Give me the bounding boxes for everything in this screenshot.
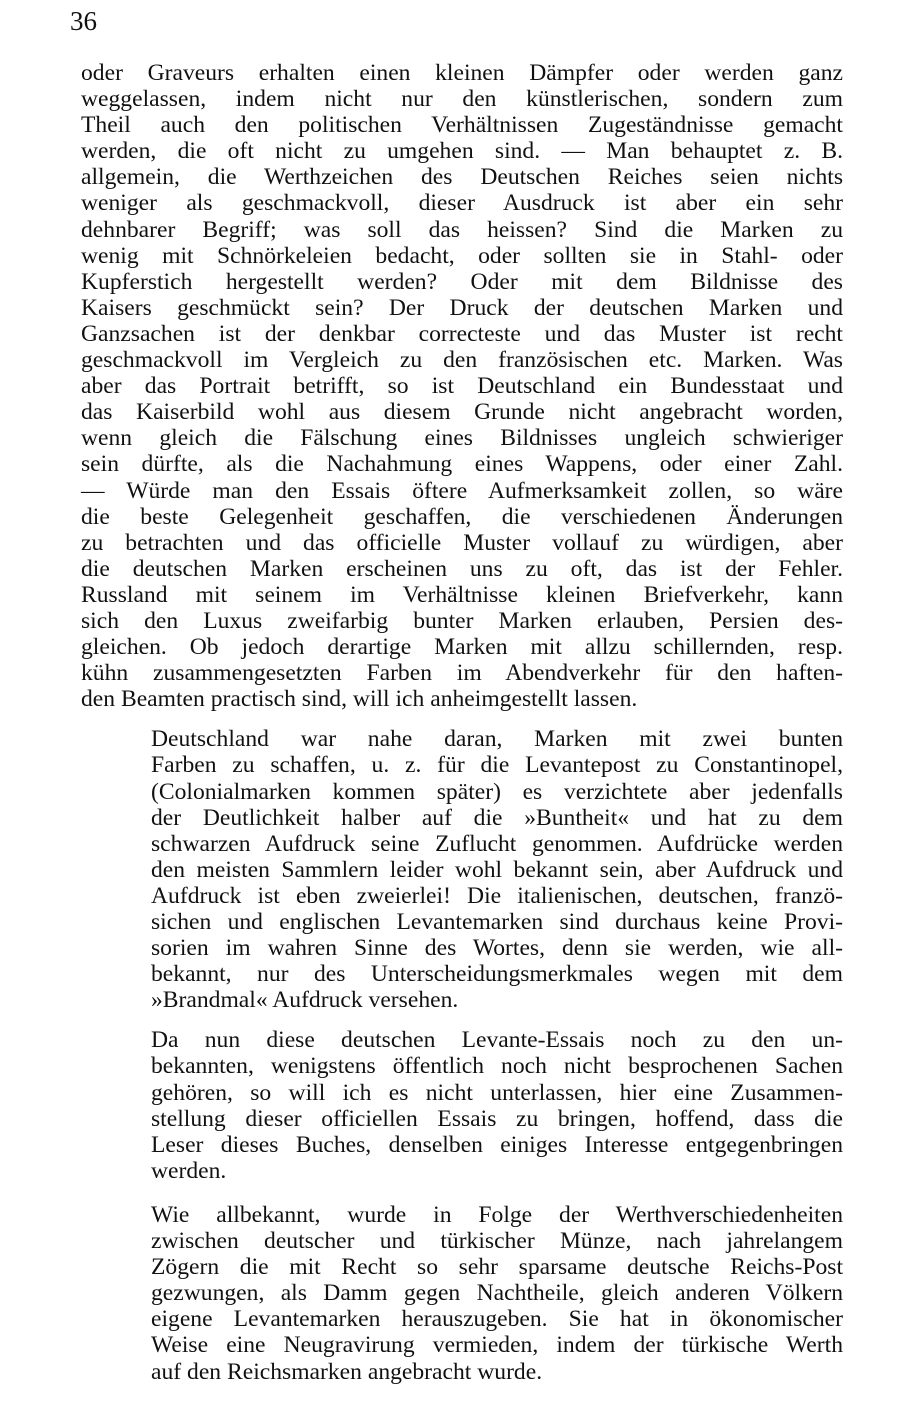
text-line: den meisten Sammlern leider wohl bekannt sein, aber Aufdruck und <box>151 856 843 883</box>
text-line: Zögern die mit Recht so sehr sparsame deutsche Reichs-Post <box>151 1254 843 1281</box>
text-line: die beste Gelegenheit geschaffen, die verschiedenen Änderungen <box>81 503 843 530</box>
text-line: stellung dieser officiellen Essais zu bringen, hoffend, dass die <box>151 1105 843 1132</box>
text-line: oder Graveurs erhalten einen kleinen Dämpfer oder werden ganz <box>81 60 843 86</box>
text-line: wenn gleich die Fälschung eines Bildnisses ungleich schwieriger <box>81 425 843 452</box>
text-line: — Würde man den Essais öftere Aufmerksamkeit zollen, so wäre <box>81 477 843 504</box>
body-text <box>81 60 843 1385</box>
text-line: aber das Portrait betrifft, so ist Deutschland ein Bundesstaat und <box>81 373 843 400</box>
text-line: allgemein, die Werthzeichen des Deutschen Reiches seien nichts <box>81 164 843 191</box>
text-line: werden. <box>151 1157 227 1184</box>
text-line: werden, die oft nicht zu umgehen sind. — Man behauptet z. B. <box>81 138 843 165</box>
text-line: Kupferstich hergestellt werden? Oder mit dem Bildnisse des <box>81 268 843 295</box>
text-line: Weise eine Neugravirung vermieden, indem der türkische Werth <box>151 1332 843 1359</box>
text-line: zu betrachten und das officielle Muster vollauf zu würdigen, aber <box>81 529 843 556</box>
text-line: bekannten, wenigstens öffentlich noch nicht besprochenen Sachen <box>151 1053 843 1080</box>
text-line: der Deutlichkeit halber auf die »Buntheit« und hat zu dem <box>151 804 843 831</box>
text-line: Kaisers geschmückt sein? Der Druck der deutschen Marken und <box>81 294 843 321</box>
text-line: eigene Levantemarken herauszugeben. Sie hat in ökonomischer <box>151 1306 843 1333</box>
text-line: bekannt, nur des Unterscheidungsmerkmales wegen mit dem <box>151 961 843 988</box>
text-line: Russland mit seinem im Verhältnisse kleinen Briefverkehr, kann <box>81 581 843 608</box>
text-line: sichen und englischen Levantemarken sind durchaus keine Provi- <box>151 909 843 935</box>
text-line: den Beamten practisch sind, will ich anheimgestellt lassen. <box>81 686 638 713</box>
text-line: die deutschen Marken erscheinen uns zu oft, das ist der Fehler. <box>81 555 843 582</box>
text-line: (Colonialmarken kommen später) es verzichtete aber jedenfalls <box>151 778 843 805</box>
text-line: gleichen. Ob jedoch derartige Marken mit allzu schillernden, resp. <box>81 634 843 661</box>
text-line: gezwungen, als Damm gegen Nachtheile, gleich anderen Völkern <box>151 1280 843 1307</box>
text-line: sich den Luxus zweifarbig bunter Marken erlauben, Persien des- <box>81 607 843 634</box>
text-line: weggelassen, indem nicht nur den künstlerischen, sondern zum <box>81 86 843 113</box>
text-line: Deutschland war nahe daran, Marken mit zwei bunten <box>151 726 843 753</box>
text-line: sein dürfte, als die Nachahmung eines Wappens, oder einer Zahl. <box>81 451 843 478</box>
text-line: Da nun diese deutschen Levante-Essais noch zu den un- <box>151 1027 843 1054</box>
text-line: Aufdruck ist eben zweierlei! Die italienischen, deutschen, franzö- <box>151 882 843 909</box>
text-line: sorien im wahren Sinne des Wortes, denn sie werden, wie all- <box>151 935 843 962</box>
text-line: Farben zu schaffen, u. z. für die Levantepost zu Constantinopel, <box>151 752 843 779</box>
paragraph-4 <box>81 1202 843 1385</box>
text-line: wenig mit Schnörkeleien bedacht, oder sollten sie in Stahl- oder <box>81 242 843 269</box>
text-line: gehören, so will ich es nicht unterlassen, hier eine Zusammen- <box>151 1079 843 1106</box>
paragraph-1 <box>81 60 843 712</box>
text-line: weniger als geschmackvoll, dieser Ausdruck ist aber ein sehr <box>81 190 843 217</box>
text-line: dehnbarer Begriff; was soll das heissen? Sind die Marken zu <box>81 216 843 243</box>
text-line: kühn zusammengesetzten Farben im Abendverkehr für den haften- <box>81 660 843 687</box>
text-line: Ganzsachen ist der denkbar correcteste und das Muster ist recht <box>81 320 843 347</box>
text-line: Wie allbekannt, wurde in Folge der Werthverschiedenheiten <box>151 1201 843 1228</box>
paragraph-3 <box>81 1027 843 1184</box>
text-line: zwischen deutscher und türkischer Münze, nach jahrelangem <box>151 1228 843 1255</box>
text-line: das Kaiserbild wohl aus diesem Grunde nicht angebracht worden, <box>81 399 843 426</box>
text-line: schwarzen Aufdruck seine Zuflucht genommen. Aufdrücke werden <box>151 830 843 857</box>
text-line: Theil auch den politischen Verhältnissen Zugeständnisse gemacht <box>81 112 843 139</box>
text-line: geschmackvoll im Vergleich zu den französischen etc. Marken. Was <box>81 347 843 374</box>
text-line: »Brandmal« Aufdruck versehen. <box>151 987 459 1014</box>
text-line: Leser dieses Buches, denselben einiges Interesse entgegenbringen <box>151 1131 843 1158</box>
text-line: auf den Reichsmarken angebracht wurde. <box>151 1358 543 1385</box>
page-number: 36 <box>70 6 97 36</box>
paragraph-2 <box>81 726 843 1013</box>
